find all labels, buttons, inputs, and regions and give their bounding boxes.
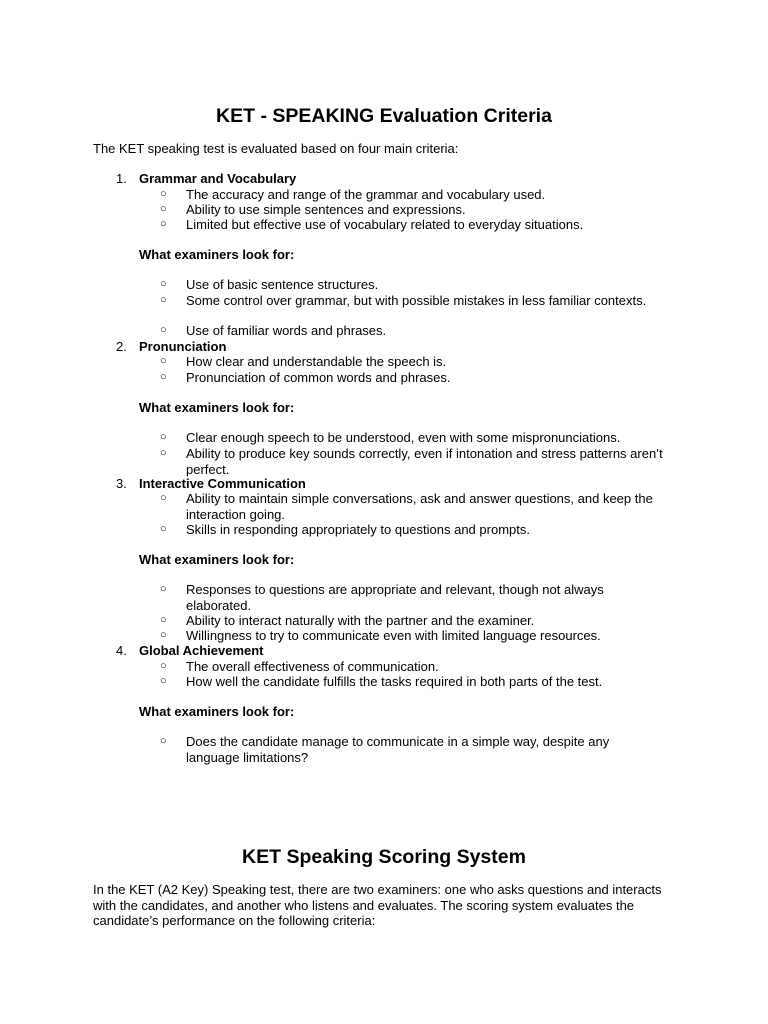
scoring-intro-paragraph: In the KET (A2 Key) Speaking test, there are two examiners: one who asks questions and interacts with the candidates, and another who listens and evaluates. The scoring system evaluates the candidate’s performance on the following criteria: bbox=[93, 882, 662, 928]
look-for-point: ○ Responses to questions are appropriate and relevant, though not always elaborated. bbox=[160, 582, 604, 613]
criterion-heading bbox=[116, 476, 716, 492]
hollow-bullet-icon: ○ bbox=[160, 660, 167, 672]
look-for-point: ○ Willingness to try to communicate even with limited language resources. bbox=[160, 628, 601, 643]
hollow-bullet-icon: ○ bbox=[160, 583, 167, 595]
criterion-title: Pronunciation bbox=[139, 339, 227, 354]
scoring-section-title: KET Speaking Scoring System bbox=[242, 846, 526, 868]
criterion-point: ○ The accuracy and range of the grammar and vocabulary used. bbox=[160, 187, 546, 202]
criterion-point: ○ Ability to maintain simple conversations, ask and answer questions, and keep the interaction going. bbox=[160, 491, 653, 522]
hollow-bullet-icon: ○ bbox=[160, 294, 167, 306]
hollow-bullet-icon: ○ bbox=[160, 431, 167, 443]
look-for-point: ○ Use of basic sentence structures. bbox=[160, 277, 379, 292]
criterion-title: Global Achievement bbox=[139, 643, 264, 658]
look-for-point: ○ Ability to interact naturally with the partner and the examiner. bbox=[160, 613, 535, 628]
criterion-point: ○ The overall effectiveness of communication. bbox=[160, 659, 439, 674]
hollow-bullet-icon: ○ bbox=[160, 629, 167, 641]
criterion-point: ○ How well the candidate fulfills the tasks required in both parts of the test. bbox=[160, 674, 603, 689]
hollow-bullet-icon: ○ bbox=[160, 735, 167, 747]
look-for-point: ○ Ability to produce key sounds correctly, even if intonation and stress patterns aren’t perfect. bbox=[160, 446, 663, 477]
look-for-label: What examiners look for: bbox=[139, 247, 295, 262]
criterion-heading bbox=[116, 643, 716, 659]
hollow-bullet-icon: ○ bbox=[160, 371, 167, 383]
criterion-title: Grammar and Vocabulary bbox=[139, 171, 297, 186]
hollow-bullet-icon: ○ bbox=[160, 278, 167, 290]
hollow-bullet-icon: ○ bbox=[160, 523, 167, 535]
hollow-bullet-icon: ○ bbox=[160, 355, 167, 367]
intro-paragraph: The KET speaking test is evaluated based on four main criteria: bbox=[93, 141, 459, 156]
hollow-bullet-icon: ○ bbox=[160, 218, 167, 230]
page-title: KET - SPEAKING Evaluation Criteria bbox=[216, 105, 552, 127]
hollow-bullet-icon: ○ bbox=[160, 203, 167, 215]
hollow-bullet-icon: ○ bbox=[160, 492, 167, 504]
look-for-point: ○ Some control over grammar, but with possible mistakes in less familiar contexts. bbox=[160, 293, 647, 308]
criterion-point: ○ Ability to use simple sentences and expressions. bbox=[160, 202, 466, 217]
look-for-label: What examiners look for: bbox=[139, 552, 295, 567]
look-for-point: ○ Use of familiar words and phrases. bbox=[160, 323, 387, 338]
look-for-label: What examiners look for: bbox=[139, 400, 295, 415]
look-for-point: ○ Clear enough speech to be understood, even with some mispronunciations. bbox=[160, 430, 621, 445]
hollow-bullet-icon: ○ bbox=[160, 188, 167, 200]
criterion-point: ○ Limited but effective use of vocabulary related to everyday situations. bbox=[160, 217, 584, 232]
criterion-heading bbox=[116, 339, 716, 355]
look-for-label: What examiners look for: bbox=[139, 704, 295, 719]
look-for-point: ○ Does the candidate manage to communicate in a simple way, despite any language limitations? bbox=[160, 734, 610, 765]
criterion-number: 3. bbox=[116, 476, 127, 491]
criterion-point: ○ Skills in responding appropriately to questions and prompts. bbox=[160, 522, 530, 537]
criterion-title: Interactive Communication bbox=[139, 476, 306, 491]
criterion-heading bbox=[116, 171, 716, 187]
criterion-point: ○ How clear and understandable the speech is. bbox=[160, 354, 447, 369]
criterion-number: 4. bbox=[116, 643, 127, 658]
criterion-number: 1. bbox=[116, 171, 127, 186]
hollow-bullet-icon: ○ bbox=[160, 447, 167, 459]
hollow-bullet-icon: ○ bbox=[160, 675, 167, 687]
criterion-point: ○ Pronunciation of common words and phrases. bbox=[160, 370, 451, 385]
criterion-number: 2. bbox=[116, 339, 127, 354]
hollow-bullet-icon: ○ bbox=[160, 324, 167, 336]
hollow-bullet-icon: ○ bbox=[160, 614, 167, 626]
